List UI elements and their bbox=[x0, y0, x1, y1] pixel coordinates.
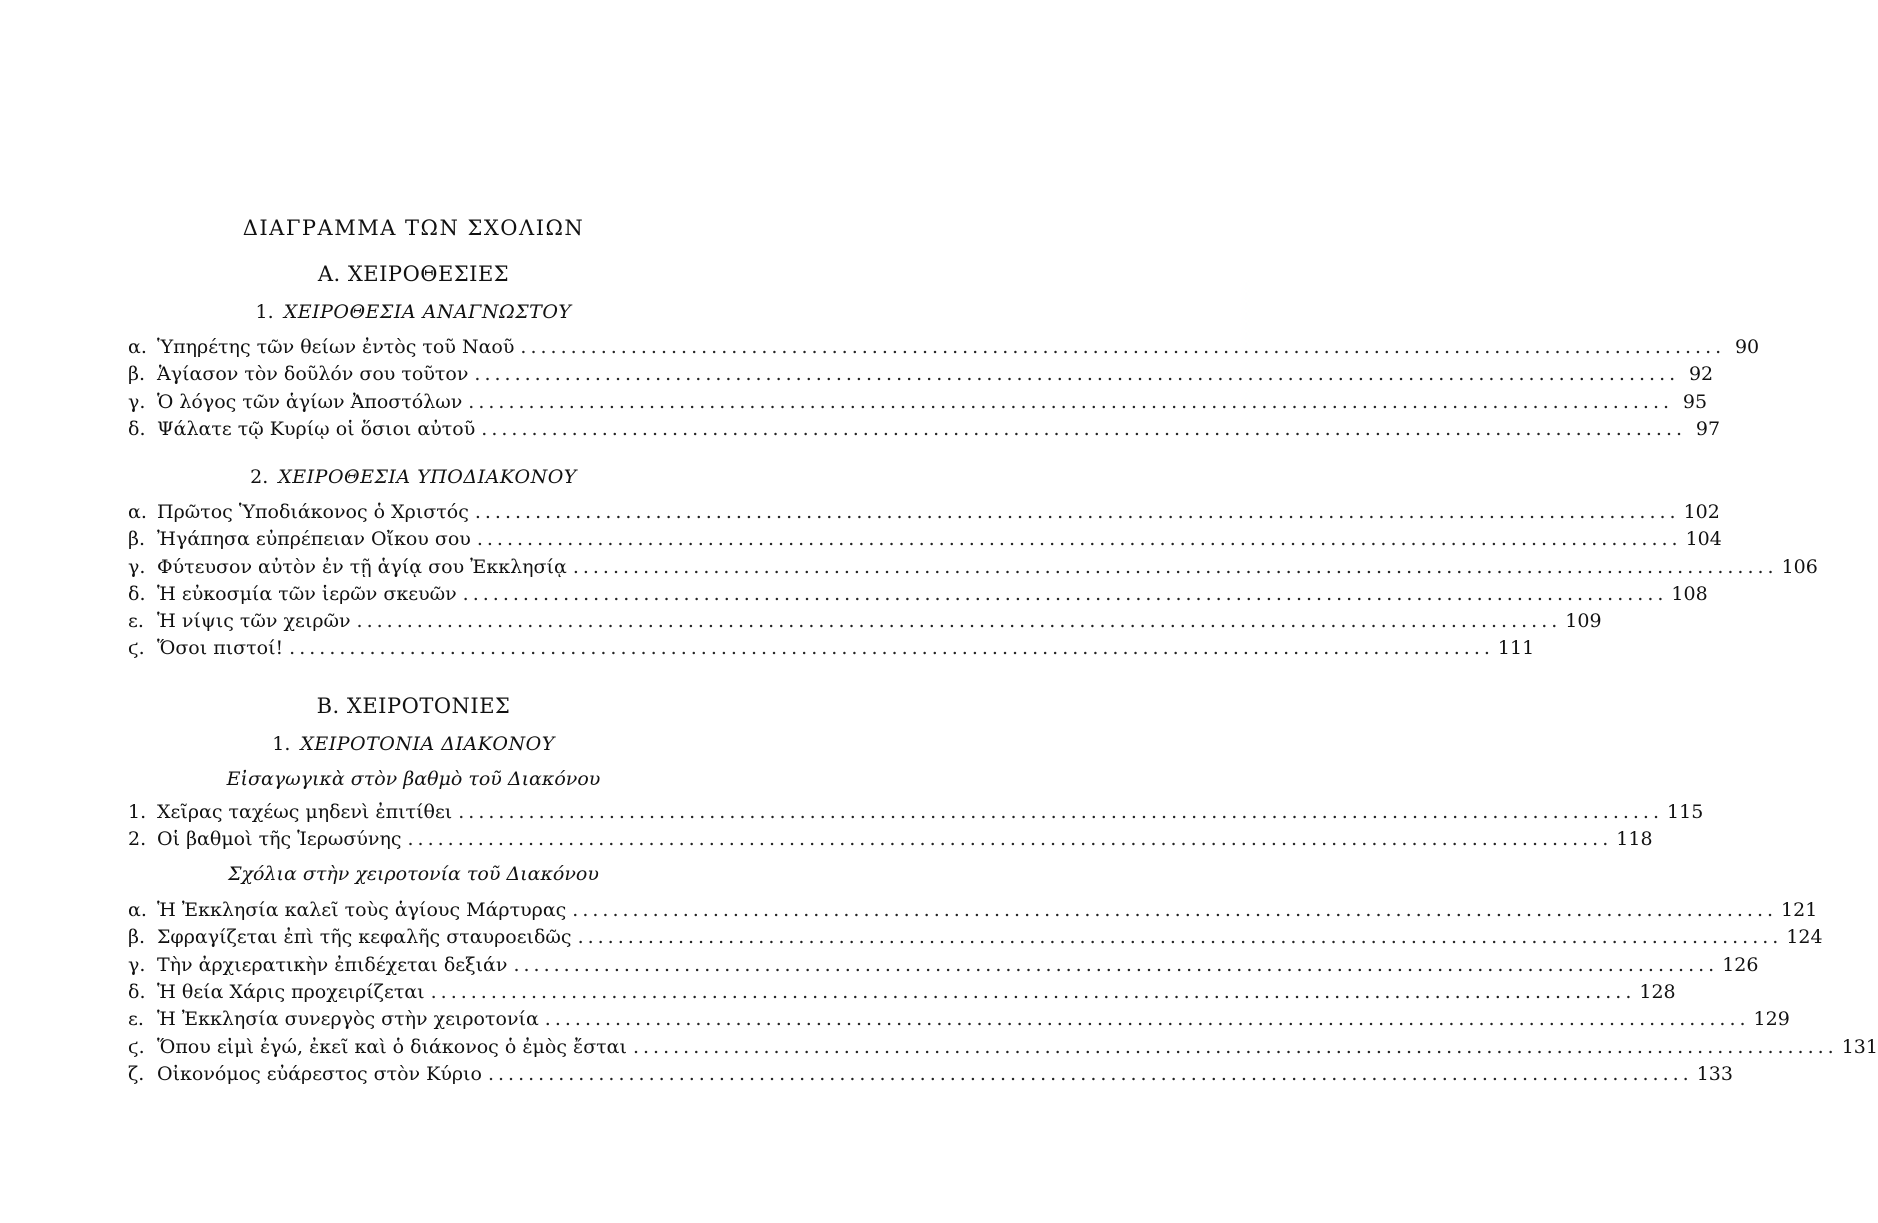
entry-label: γ. bbox=[128, 556, 146, 578]
entry-page: 102 bbox=[1683, 501, 1720, 523]
entry-text: Πρῶτος Ὑποδιάκονος ὁ Χριστός bbox=[157, 501, 469, 523]
entry-label: 2. bbox=[128, 828, 147, 850]
entry-page: 90 bbox=[1734, 336, 1760, 358]
section-heading bbox=[0, 466, 827, 488]
leader-dots: ........................................................................................................................ bbox=[520, 336, 1726, 358]
toc-entry[interactable] bbox=[128, 416, 1721, 443]
entry-page: 126 bbox=[1722, 954, 1759, 976]
toc-entry[interactable] bbox=[128, 635, 1535, 662]
entry-label: ε. bbox=[128, 610, 144, 632]
leader-dots: ........................................................................................................................ bbox=[474, 501, 1680, 523]
entry-text: Οἰκονόμος εὐάρεστος στὸν Κύριο bbox=[157, 1063, 482, 1085]
entry-page: 133 bbox=[1696, 1063, 1733, 1085]
entry-text: Ἡ εὐκοσμία τῶν ἱερῶν σκευῶν bbox=[157, 583, 457, 605]
entry-label: 1. bbox=[128, 801, 147, 823]
entry-label: β. bbox=[128, 363, 146, 385]
entry-text: Τὴν ἀρχιερατικὴν ἐπιδέχεται δεξιάν bbox=[157, 954, 508, 976]
entry-label: α. bbox=[128, 501, 147, 523]
leader-dots: ........................................................................................................................ bbox=[407, 828, 1613, 850]
toc-entry[interactable] bbox=[128, 799, 1704, 826]
entry-page: 95 bbox=[1682, 391, 1708, 413]
group-title: Σχόλια στὴν χειροτονία τοῦ Διακόνου bbox=[228, 863, 599, 885]
entry-text: Ἡ Ἐκκλησία καλεῖ τοὺς ἁγίους Μάρτυρας bbox=[157, 899, 567, 921]
entry-label: γ. bbox=[128, 391, 146, 413]
section-number: 2. bbox=[250, 466, 269, 488]
part-heading: Α. ΧΕΙΡΟΘΕΣΙΕΣ bbox=[317, 262, 510, 286]
entry-label: δ. bbox=[128, 583, 146, 605]
toc-entry[interactable] bbox=[128, 581, 1708, 608]
leader-dots: ........................................................................................................................ bbox=[289, 637, 1494, 659]
part-heading: Β. ΧΕΙΡΟΤΟΝΙΕΣ bbox=[316, 694, 511, 718]
leader-dots: ........................................................................................................................ bbox=[577, 926, 1783, 948]
entry-text: Ὑπηρέτης τῶν θείων ἐντὸς τοῦ Ναοῦ bbox=[157, 336, 515, 358]
section-title: ΧΕΙΡΟΤΟΝΙΑ ΔΙΑΚΟΝΟΥ bbox=[300, 733, 555, 755]
entry-text: Ὅπου εἰμὶ ἐγώ, ἐκεῖ καὶ ὁ διάκονος ὁ ἐμὸς ἔσται bbox=[157, 1036, 627, 1058]
entry-page: 129 bbox=[1753, 1008, 1790, 1030]
entry-page: 111 bbox=[1497, 637, 1535, 659]
entry-page: 104 bbox=[1685, 528, 1722, 550]
entry-page: 106 bbox=[1781, 556, 1818, 578]
entry-text: Ἁγίασον τὸν δοῦλόν σου τοῦτον bbox=[157, 363, 469, 385]
entry-label: ϛ. bbox=[128, 1036, 145, 1058]
toc-entry[interactable] bbox=[128, 526, 1722, 553]
leader-dots: ........................................................................................................................ bbox=[513, 954, 1719, 976]
section-title: ΧΕΙΡΟΘΕΣΙΑ ΥΠΟΔΙΑΚΟΝΟΥ bbox=[278, 466, 577, 488]
entry-page: 121 bbox=[1781, 899, 1818, 921]
entry-text: Ἡ Ἐκκλησία συνεργὸς στὴν χειροτονία bbox=[157, 1008, 539, 1030]
entry-page: 109 bbox=[1565, 610, 1602, 632]
toc-entry[interactable] bbox=[128, 1061, 1733, 1088]
entry-label: β. bbox=[128, 528, 146, 550]
group-title: Εἰσαγωγικὰ στὸν βαθμὸ τοῦ Διακόνου bbox=[226, 768, 601, 790]
toc-entry[interactable] bbox=[128, 499, 1720, 526]
entry-label: ϛ. bbox=[128, 637, 145, 659]
entry-label: δ. bbox=[128, 418, 146, 440]
leader-dots: ........................................................................................................................ bbox=[572, 556, 1778, 578]
entry-label: γ. bbox=[128, 954, 146, 976]
toc-entry[interactable] bbox=[128, 1034, 1878, 1061]
toc-entry[interactable] bbox=[128, 554, 1818, 581]
entry-text: Ἡ νίψις τῶν χειρῶν bbox=[157, 610, 351, 632]
entry-label: α. bbox=[128, 336, 147, 358]
section-heading bbox=[0, 301, 827, 323]
toc-entry[interactable] bbox=[128, 389, 1708, 416]
entry-text: Ὅσοι πιστοί! bbox=[157, 637, 284, 659]
entry-text: Φύτευσον αὐτὸν ἐν τῇ ἁγίᾳ σου Ἐκκλησίᾳ bbox=[157, 556, 567, 578]
page-title: ΔΙΑΓΡΑΜΜΑ ΤΩΝ ΣΧΟΛΙΩΝ bbox=[242, 216, 585, 240]
toc-entry[interactable] bbox=[128, 1006, 1790, 1033]
entry-text: Χεῖρας ταχέως μηδενὶ ἐπιτίθει bbox=[157, 801, 453, 823]
entry-text: Οἱ βαθμοὶ τῆς Ἱερωσύνης bbox=[157, 828, 402, 850]
leader-dots: ........................................................................................................................ bbox=[474, 363, 1680, 385]
toc-entry[interactable] bbox=[128, 334, 1760, 361]
entry-page: 97 bbox=[1695, 418, 1721, 440]
toc-entry[interactable] bbox=[128, 952, 1759, 979]
entry-page: 108 bbox=[1671, 583, 1708, 605]
leader-dots: ........................................................................................................................ bbox=[572, 899, 1778, 921]
toc-entry[interactable] bbox=[128, 826, 1653, 853]
section-number: 1. bbox=[272, 733, 291, 755]
entry-page: 118 bbox=[1616, 828, 1653, 850]
entry-page: 131 bbox=[1841, 1036, 1878, 1058]
leader-dots: ........................................................................................................................ bbox=[481, 418, 1687, 440]
section-title: ΧΕΙΡΟΘΕΣΙΑ ΑΝΑΓΝΩΣΤΟΥ bbox=[283, 301, 572, 323]
entry-page: 128 bbox=[1639, 981, 1676, 1003]
toc-entry[interactable] bbox=[128, 608, 1602, 635]
entry-page: 115 bbox=[1667, 801, 1704, 823]
entry-label: ζ. bbox=[128, 1063, 145, 1085]
leader-dots: ........................................................................................................................ bbox=[468, 391, 1674, 413]
leader-dots: ........................................................................................................................ bbox=[462, 583, 1668, 605]
toc-entry[interactable] bbox=[128, 361, 1714, 388]
leader-dots: ........................................................................................................................ bbox=[476, 528, 1682, 550]
section-heading bbox=[0, 733, 827, 755]
section-number: 1. bbox=[255, 301, 274, 323]
leader-dots: ........................................................................................................................ bbox=[632, 1036, 1838, 1058]
entry-label: δ. bbox=[128, 981, 146, 1003]
toc-entry[interactable] bbox=[128, 979, 1676, 1006]
entry-label: ε. bbox=[128, 1008, 144, 1030]
leader-dots: ........................................................................................................................ bbox=[356, 610, 1562, 632]
toc-entry[interactable] bbox=[128, 924, 1823, 951]
leader-dots: ........................................................................................................................ bbox=[487, 1063, 1693, 1085]
entry-label: α. bbox=[128, 899, 147, 921]
leader-dots: ........................................................................................................................ bbox=[544, 1008, 1750, 1030]
toc-entry[interactable] bbox=[128, 897, 1818, 924]
entry-page: 124 bbox=[1786, 926, 1823, 948]
entry-text: Σφραγίζεται ἐπὶ τῆς κεφαλῆς σταυροειδῶς bbox=[157, 926, 572, 948]
entry-text: Ἠγάπησα εὐπρέπειαν Οἴκου σου bbox=[157, 528, 471, 550]
entry-text: Ψάλατε τῷ Κυρίῳ οἱ ὅσιοι αὐτοῦ bbox=[157, 418, 476, 440]
entry-page: 92 bbox=[1688, 363, 1714, 385]
entry-label: β. bbox=[128, 926, 146, 948]
leader-dots: ........................................................................................................................ bbox=[458, 801, 1664, 823]
entry-text: Ὁ λόγος τῶν ἁγίων Ἀποστόλων bbox=[157, 391, 463, 413]
entry-text: Ἡ θεία Χάρις προχειρίζεται bbox=[157, 981, 425, 1003]
leader-dots: ........................................................................................................................ bbox=[430, 981, 1636, 1003]
